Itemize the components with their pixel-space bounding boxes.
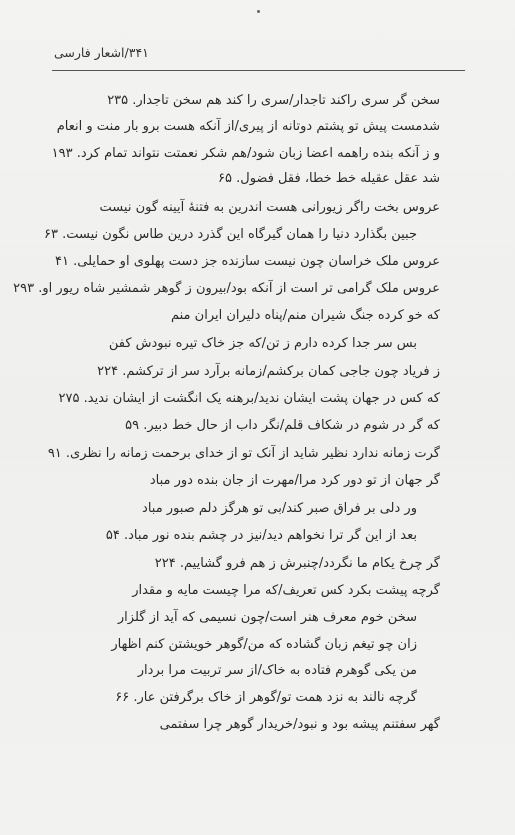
text-line: ور دلی بر فراق صبر کند/بی تو هرگز دلم صبور مباد	[142, 501, 417, 516]
text-line: عروس بخت راگر زیورانی هست اندرین به فتنهٔ آیینه گون نیست	[99, 200, 440, 215]
text-line: گرچه نالند به نزد همت تو/گوهر از خاک برگرفتن عار. ۶۶	[115, 690, 417, 705]
text-line: که کس در جهان پشت ایشان ندید/برهنه یک انگشت از ایشان ندید. ۲۷۵	[58, 391, 440, 406]
text-line: سخن گر سری راکند تاجدار/سری را کند هم سخن تاجدار. ۲۳۵	[107, 93, 440, 108]
running-header: ۳۴۱/اشعار فارسی	[54, 45, 149, 60]
text-line: بعد از این گر ترا نخواهم دید/نیز در چشم بنده نور مباد. ۵۴	[105, 528, 417, 543]
text-line: که گر در شوم در شکاف قلم/نگر داب از حال خط دبیر. ۵۹	[125, 418, 440, 433]
text-line: زان چو تیغم زبان گشاده که من/گوهر خویشتن کنم اظهار	[111, 637, 417, 652]
text-line: گر چرخ یکام ما نگردد/چنبرش ز هم فرو گشاییم. ۲۲۴	[154, 556, 440, 571]
text-line: عروس ملک خراسان چون نیست سازنده جز دست پهلوی او حمایلی. ۴۱	[55, 254, 440, 269]
text-line: شدمست پیش تو پشتم دوتانه از پیری/از آنکه هست برو بار منت و انعام	[56, 119, 440, 134]
text-line: عروس ملک گرامی تر است از آنکه بود/بیرون ز گوهر شمشیر شاه ریور او. ۲۹۳	[13, 281, 440, 296]
scan-mark	[257, 10, 260, 13]
header-rule	[52, 70, 465, 71]
text-line: گر جهان از تو دور کرد مرا/مهرت از جان بنده دور مباد	[149, 473, 440, 488]
text-line: و ز آنکه بنده راهمه اعضا زبان شود/هم شکر نعمتت نتواند تمام کرد. ۱۹۳	[51, 146, 440, 161]
text-line: سخن خوم معرف هنر است/چون نسیمی که آید از گلزار	[117, 610, 417, 625]
text-line: شد عقل عقیله خط خطا، فقل فضول. ۶۵	[218, 171, 440, 186]
text-line: بس سر جدا کرده دارم ز تن/که جز خاک تیره نبودش کفن	[108, 336, 417, 351]
text-line: گهر سفتنم پیشه بود و نبود/خریدار گوهر چرا سفتمی	[159, 717, 440, 732]
text-line: گرچه پیشت بکرد کس تعریف/که مرا چیست مایه و مقدار	[132, 583, 440, 598]
text-line: که خو کرده جنگ شیران منم/پناه دلیران ایران منم	[170, 308, 440, 323]
text-line: گرت زمانه ندارد نظیر شاید از آنک تو از خدای برحمت زمانه را نظری. ۹۱	[47, 446, 440, 461]
text-line: من یکی گوهرم فتاده به خاک/از سر تربیت مرا بردار	[137, 663, 417, 678]
text-line: ز فریاد چون جاجی کمان برکشم/زمانه برآرد سر از ترکشم. ۲۲۴	[97, 364, 440, 379]
text-line: جبین بگذارد دنیا را همان گیرگاه این گذرد درین طاس نگون نیست. ۶۳	[44, 227, 417, 242]
